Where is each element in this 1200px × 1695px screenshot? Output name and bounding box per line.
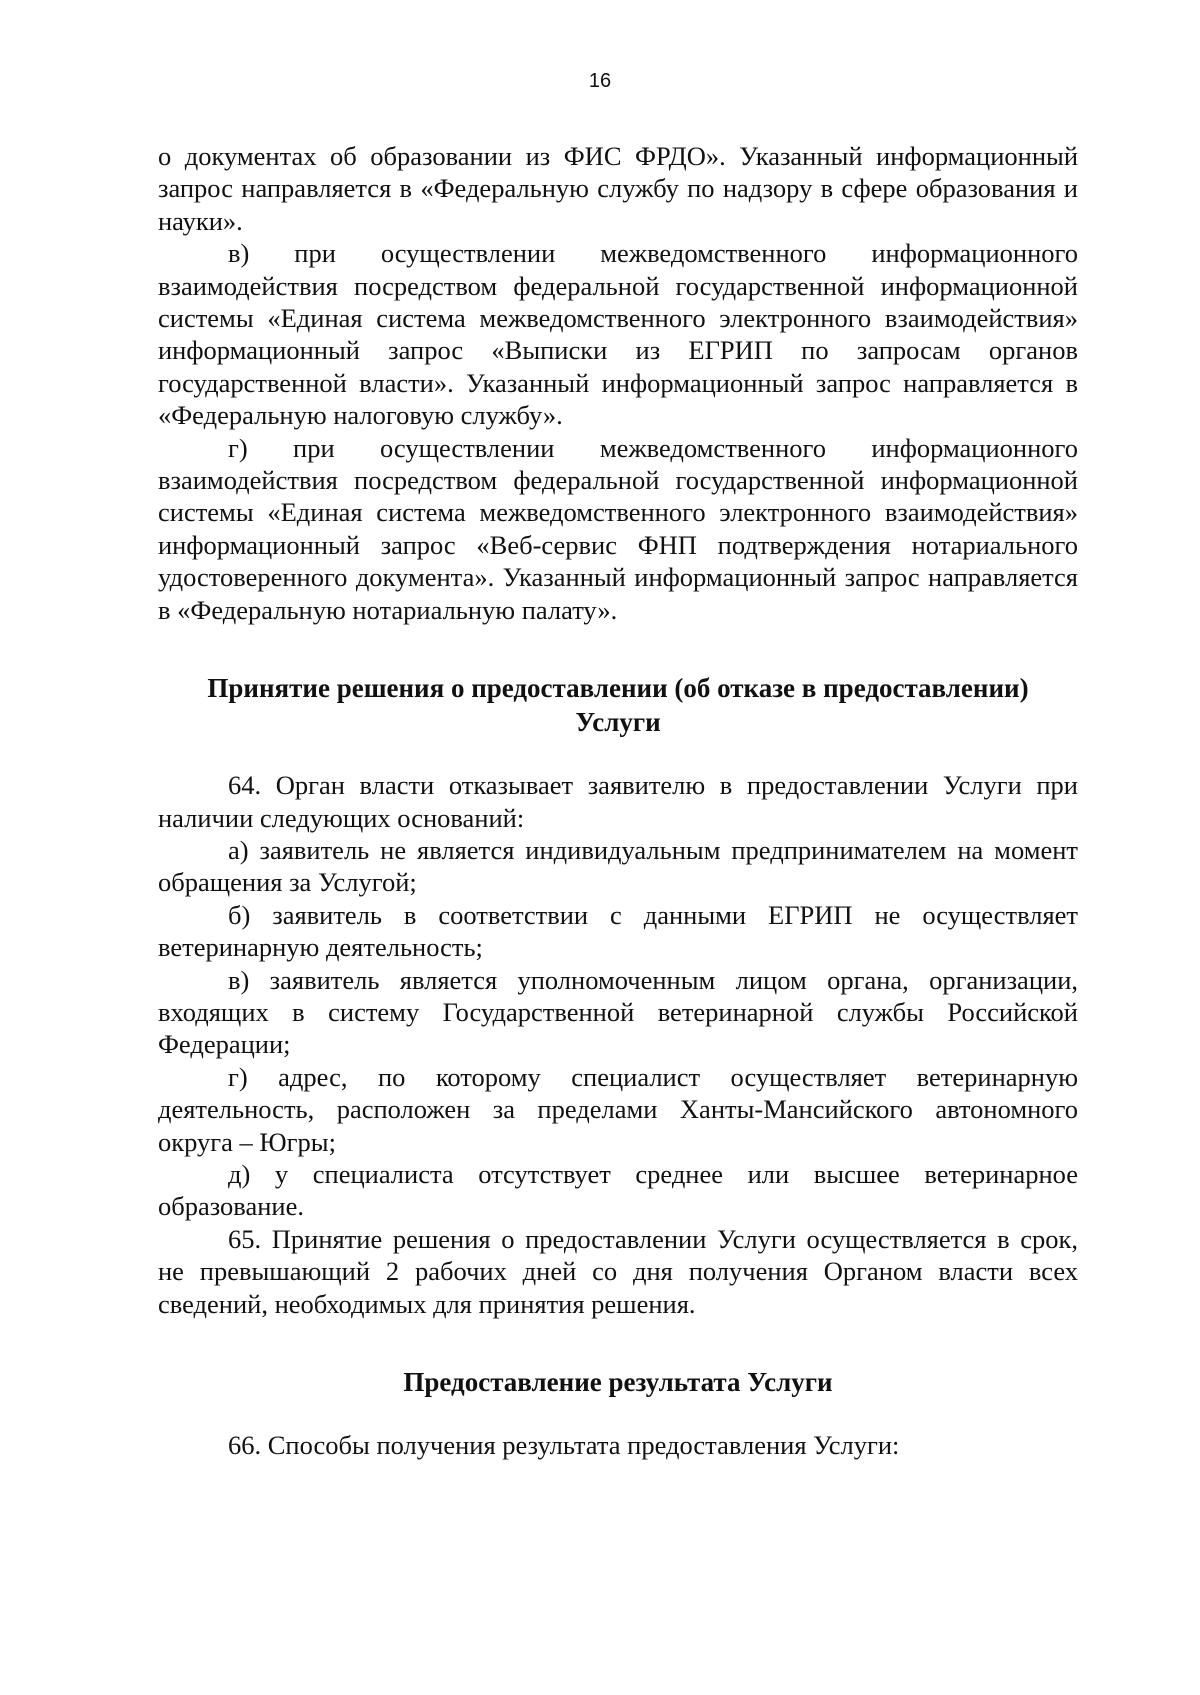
spacer <box>158 739 1078 769</box>
page-number: 16 <box>588 70 612 92</box>
paragraph-64-b: б) заявитель в соответствии с данными ЕГРИП не осуществляет ветеринарную деятельность; <box>158 899 1078 963</box>
paragraph-64: 64. Орган власти отказывает заявителю в предоставлении Услуги при наличии следующих оснований: <box>158 770 1078 833</box>
paragraph-66: 66. Способы получения результата предоставления Услуги: <box>228 1430 900 1460</box>
spacer <box>158 626 1078 671</box>
paragraph-fis-frdo: о документах об образовании из ФИС ФРДО». Указанный информационный запрос направляется в «Федеральную службу по надзору в сфере образования и науки». <box>158 141 1078 236</box>
paragraph-64-v: в) заявитель является уполномоченным лицом органа, организации, входящих в систему Государственной ветеринарной службы Российской Федерации; <box>158 964 1078 1060</box>
heading-result: Предоставление результата Услуги <box>403 1367 833 1397</box>
heading-decision-line1: Принятие решения о предоставлении (об отказе в предоставлении) <box>207 673 1029 704</box>
spacer <box>158 1399 1078 1429</box>
paragraph-64-a: а) заявитель не является индивидуальным предпринимателем на момент обращения за Услугой; <box>158 834 1078 898</box>
document-body <box>158 140 1078 1461</box>
paragraph-65: 65. Принятие решения о предоставлении Услуги осуществляется в срок, не превышающий 2 рабочих дней со дня получения Органом власти всех сведений, необходимых для принятия решения. <box>158 1223 1078 1319</box>
heading-decision <box>158 671 1078 739</box>
spacer <box>158 1320 1078 1365</box>
paragraph-64-g: г) адрес, по которому специалист осуществляет ветеринарную деятельность, расположен за пределами Ханты-Мансийского автономного округа – Югры; <box>158 1061 1078 1157</box>
heading-decision-line2: Услуги <box>575 707 661 738</box>
paragraph-64-d: д) у специалиста отсутствует среднее или высшее ветеринарное образование. <box>158 1158 1078 1222</box>
paragraph-g-fnp: г) при осуществлении межведомственного информационного взаимодействия посредством федеральной государственной информационной системы «Единая система межведомственного электронного взаимодействия» информационный запрос «Веб-сервис ФНП подтверждения нотариального удостоверенного документа». Указанный информационный запрос направляется в «Федеральную нотариальную палату». <box>158 432 1078 625</box>
paragraph-v-egrip: в) при осуществлении межведомственного информационного взаимодействия посредством федеральной государственной информационной системы «Единая система межведомственного электронного взаимодействия» информационный запрос «Выписки из ЕГРИП по запросам органов государственной власти». Указанный информационный запрос направляется в «Федеральную налоговую службу». <box>158 238 1078 431</box>
